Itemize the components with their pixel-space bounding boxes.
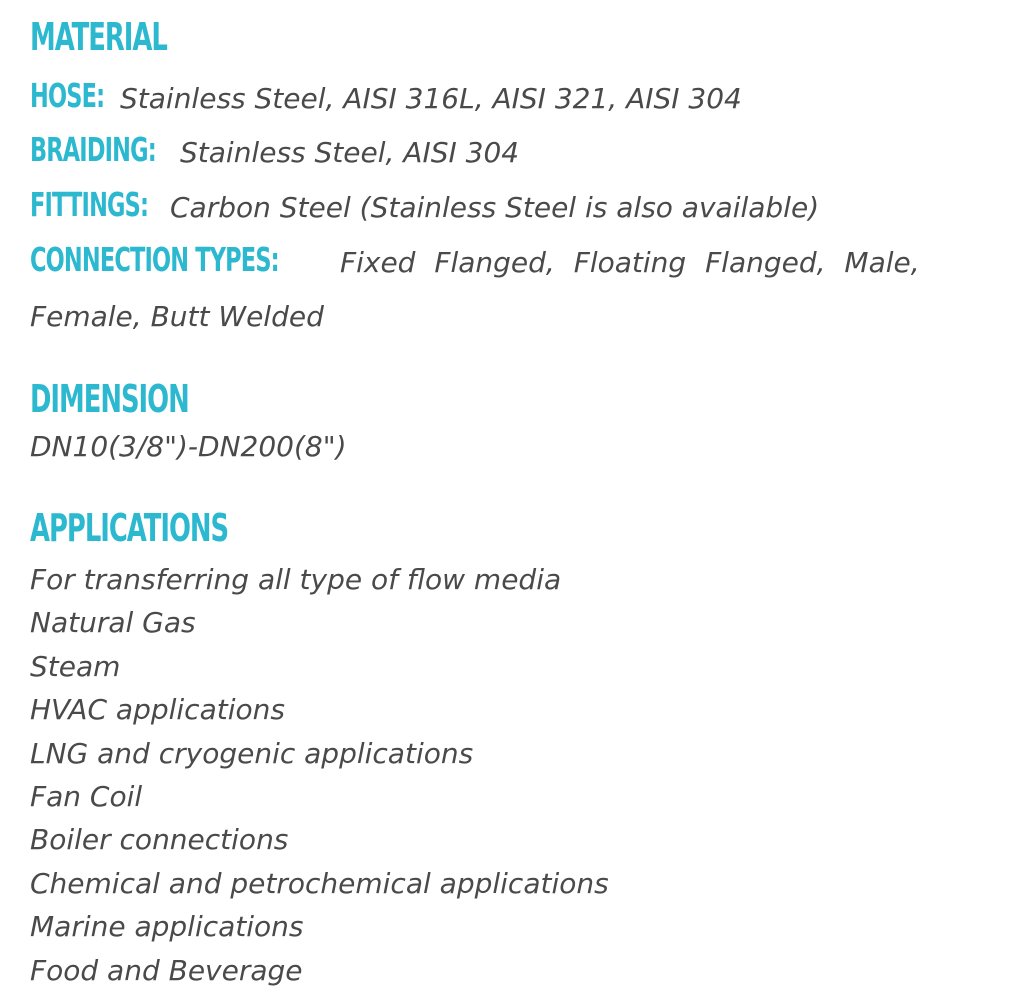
material-heading: MATERIAL <box>30 15 167 59</box>
list-item: Chemical and petrochemical applications <box>30 866 609 900</box>
fittings-label: FITTINGS: <box>30 185 149 224</box>
connection-types-spec <box>30 240 920 279</box>
braiding-spec <box>30 130 520 169</box>
list-item: Fan Coil <box>30 780 143 814</box>
hose-spec <box>30 76 742 115</box>
hose-value: Stainless Steel, AISI 316L, AISI 321, AISI 304 <box>120 82 742 115</box>
list-item: Boiler connections <box>30 823 289 857</box>
hose-label: HOSE: <box>30 76 105 115</box>
connection-types-value-continued: Female, Butt Welded <box>30 300 324 333</box>
list-item: Food and Beverage <box>30 953 303 987</box>
connection-types-value: Fixed Flanged, Floating Flanged, Male, <box>340 246 920 279</box>
list-item: Natural Gas <box>30 606 196 640</box>
fittings-spec <box>30 185 820 224</box>
list-item: Steam <box>30 649 121 683</box>
applications-heading: APPLICATIONS <box>30 506 229 550</box>
fittings-value: Carbon Steel (Stainless Steel is also available) <box>170 191 820 224</box>
list-item: For transferring all type of flow media <box>30 563 562 596</box>
dimension-heading: DIMENSION <box>30 377 189 421</box>
list-item: HVAC applications <box>30 693 285 727</box>
list-item: LNG and cryogenic applications <box>30 736 474 770</box>
braiding-label: BRAIDING: <box>30 130 156 169</box>
list-item: Marine applications <box>30 910 304 944</box>
connection-types-label: CONNECTION TYPES: <box>30 240 279 279</box>
applications-list <box>30 558 609 992</box>
dimension-value: DN10(3/8")-DN200(8") <box>30 430 347 463</box>
braiding-value: Stainless Steel, AISI 304 <box>180 136 520 169</box>
